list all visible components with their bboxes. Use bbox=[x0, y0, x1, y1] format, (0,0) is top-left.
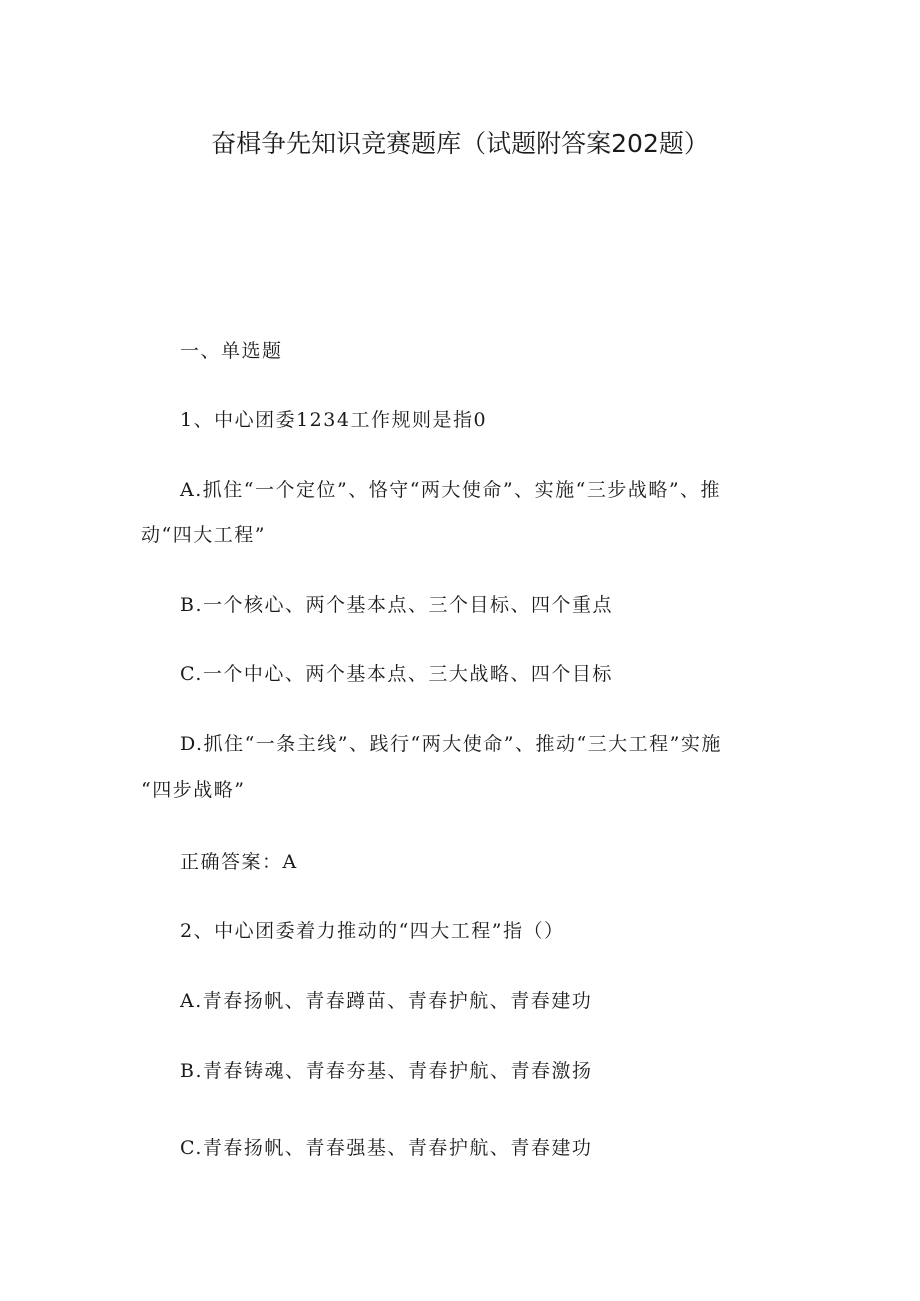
question-1-option-a-line-2: 动“四大工程” bbox=[141, 524, 266, 546]
question-1-option-d-line-2: “四步战略” bbox=[141, 779, 246, 801]
document-title: 奋楫争先知识竞赛题库（试题附答案202题） bbox=[211, 129, 709, 158]
question-1-option-d-line-1: D.抓住“一条主线”、践行“两大使命”、推动“三大工程”实施 bbox=[180, 733, 722, 755]
question-1-option-a-line-1: A.抓住“一个定位”、恪守“两大使命”、实施“三步战略”、推 bbox=[180, 479, 722, 501]
question-2-option-c: C.青春扬帆、青春强基、青春护航、青春建功 bbox=[180, 1137, 593, 1159]
question-2-option-b: B.青春铸魂、青春夯基、青春护航、青春激扬 bbox=[180, 1060, 593, 1082]
question-2-stem: 2、中心团委着力推动的“四大工程”指（） bbox=[180, 920, 565, 942]
question-1-option-c: C.一个中心、两个基本点、三大战略、四个目标 bbox=[180, 663, 613, 685]
question-1-answer: 正确答案：A bbox=[180, 851, 298, 873]
question-2-option-a: A.青春扬帆、青春蹲苗、青春护航、青春建功 bbox=[180, 990, 593, 1012]
question-1-stem: 1、中心团委1234工作规则是指0 bbox=[180, 409, 488, 431]
section-heading: 一、单选题 bbox=[180, 340, 283, 362]
question-1-option-b: B.一个核心、两个基本点、三个目标、四个重点 bbox=[180, 594, 614, 616]
